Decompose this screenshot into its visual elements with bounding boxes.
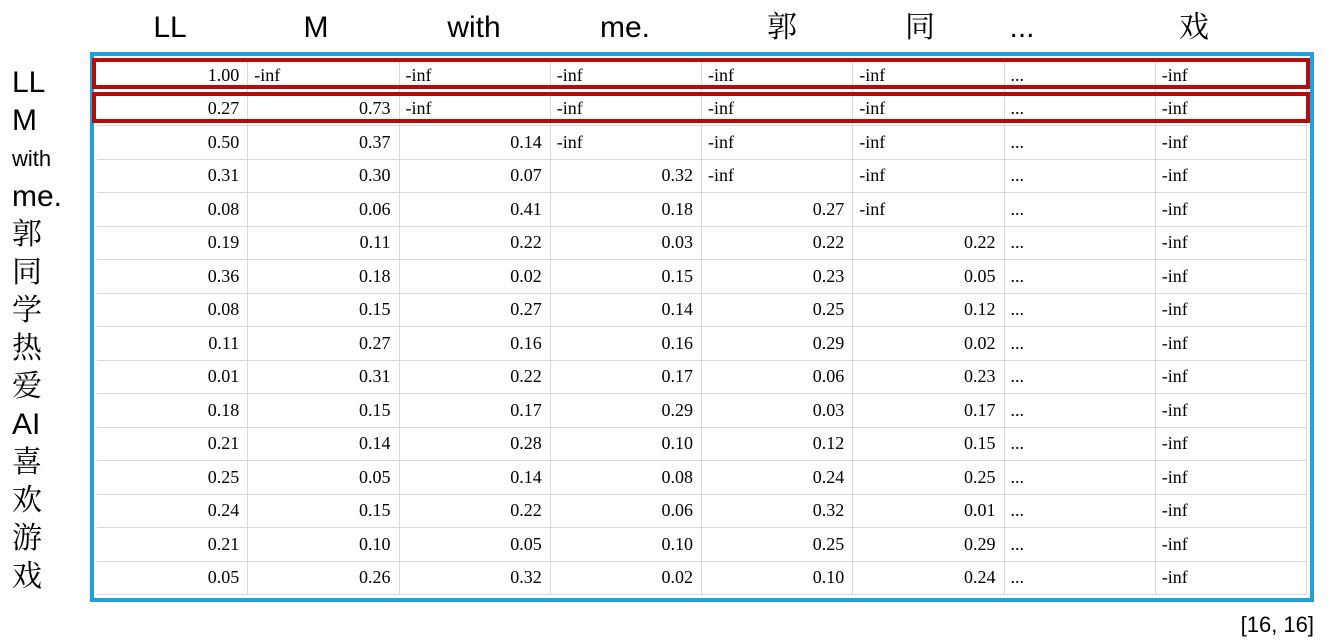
matrix-cell: 0.21: [97, 528, 248, 562]
matrix-cell: -inf: [1156, 428, 1307, 462]
matrix-cell: -inf: [853, 193, 1004, 227]
matrix-shape-label: [16, 16]: [1240, 612, 1314, 637]
matrix-cell: -inf: [1156, 461, 1307, 495]
matrix-cell: -inf: [400, 93, 551, 127]
matrix-cell: 0.08: [97, 294, 248, 328]
column-header: me.: [599, 11, 650, 44]
attention-matrix: [90, 52, 1314, 602]
matrix-cell: 0.17: [853, 394, 1004, 428]
matrix-cell: -inf: [1156, 528, 1307, 562]
matrix-cell: 0.15: [853, 428, 1004, 462]
matrix-cell: 0.26: [248, 562, 399, 596]
matrix-cell: 0.24: [702, 461, 853, 495]
matrix-cell: -inf: [551, 93, 702, 127]
matrix-cell: 0.23: [702, 260, 853, 294]
matrix-cell: 0.25: [702, 294, 853, 328]
matrix-cell: 0.25: [853, 461, 1004, 495]
matrix-cell: 0.22: [702, 227, 853, 261]
row-label: M: [12, 104, 37, 137]
matrix-cell: 0.15: [248, 394, 399, 428]
row-label: 热: [12, 332, 42, 365]
matrix-cell: -inf: [853, 93, 1004, 127]
matrix-cell: ...: [1005, 528, 1156, 562]
column-header: ...: [1009, 11, 1035, 44]
matrix-cell: ...: [1005, 562, 1156, 596]
matrix-cell: ...: [1005, 294, 1156, 328]
matrix-cell: ...: [1005, 227, 1156, 261]
matrix-cell: 0.14: [400, 461, 551, 495]
matrix-cell: -inf: [702, 93, 853, 127]
matrix-cell: 0.01: [97, 361, 248, 395]
matrix-cell: ...: [1005, 361, 1156, 395]
matrix-cell: 0.05: [400, 528, 551, 562]
matrix-cell: -inf: [1156, 394, 1307, 428]
matrix-cell: 0.11: [97, 327, 248, 361]
row-label: 喜: [12, 446, 42, 479]
row-label: with: [12, 146, 52, 171]
row-label: 爱: [12, 370, 42, 403]
matrix-cell: 0.02: [551, 562, 702, 596]
matrix-cell: 0.21: [97, 428, 248, 462]
matrix-cell: ...: [1005, 461, 1156, 495]
matrix-cell: 0.29: [551, 394, 702, 428]
matrix-cell: 0.22: [400, 361, 551, 395]
matrix-cell: 0.14: [400, 126, 551, 160]
matrix-cell: -inf: [702, 126, 853, 160]
matrix-cell: -inf: [1156, 227, 1307, 261]
matrix-cell: ...: [1005, 394, 1156, 428]
matrix-cell: 0.17: [551, 361, 702, 395]
row-label: 郭: [12, 218, 42, 251]
matrix-cell: ...: [1005, 59, 1156, 93]
matrix-cell: 0.05: [853, 260, 1004, 294]
matrix-cell: 0.27: [400, 294, 551, 328]
matrix-cell: -inf: [1156, 160, 1307, 194]
matrix-cell: 0.27: [97, 93, 248, 127]
matrix-cell: 0.36: [97, 260, 248, 294]
matrix-cell: -inf: [1156, 59, 1307, 93]
matrix-cell: 0.01: [853, 495, 1004, 529]
matrix-cell: 0.17: [400, 394, 551, 428]
row-label: 欢: [12, 484, 42, 517]
matrix-cell: -inf: [400, 59, 551, 93]
matrix-cell: 0.05: [248, 461, 399, 495]
row-label: 同: [12, 256, 42, 289]
column-header: 戏: [1179, 11, 1209, 44]
matrix-cell: 0.10: [248, 528, 399, 562]
column-header: M: [303, 11, 329, 44]
matrix-cell: 0.22: [853, 227, 1004, 261]
matrix-cell: 0.15: [248, 294, 399, 328]
matrix-cell: 0.14: [248, 428, 399, 462]
matrix-cell: ...: [1005, 93, 1156, 127]
column-header: with: [447, 11, 501, 44]
matrix-cell: 0.02: [400, 260, 551, 294]
matrix-cell: -inf: [551, 59, 702, 93]
matrix-cell: 0.12: [702, 428, 853, 462]
matrix-cell: 0.19: [97, 227, 248, 261]
matrix-cell: 0.28: [400, 428, 551, 462]
matrix-cell: -inf: [1156, 260, 1307, 294]
column-header: 同: [905, 11, 935, 44]
matrix-cell: 0.37: [248, 126, 399, 160]
matrix-cell: 0.15: [248, 495, 399, 529]
matrix-cell: -inf: [1156, 361, 1307, 395]
matrix-cell: 0.27: [702, 193, 853, 227]
matrix-cell: -inf: [1156, 193, 1307, 227]
column-header: 郭: [767, 11, 797, 44]
matrix-cell: ...: [1005, 193, 1156, 227]
matrix-cell: 0.32: [400, 562, 551, 596]
matrix-cell: 0.31: [248, 361, 399, 395]
matrix-cell: -inf: [1156, 93, 1307, 127]
matrix-cell: 0.18: [248, 260, 399, 294]
matrix-cell: 0.29: [853, 528, 1004, 562]
matrix-cell: ...: [1005, 495, 1156, 529]
matrix-cell: ...: [1005, 126, 1156, 160]
matrix-cell: -inf: [1156, 562, 1307, 596]
row-label: 学: [12, 294, 42, 327]
matrix-cell: 0.06: [702, 361, 853, 395]
matrix-cell: 0.10: [551, 428, 702, 462]
matrix-cell: -inf: [853, 126, 1004, 160]
matrix-cell: -inf: [1156, 294, 1307, 328]
matrix-cell: -inf: [853, 160, 1004, 194]
matrix-cell: 0.24: [97, 495, 248, 529]
matrix-cell: ...: [1005, 428, 1156, 462]
row-label: me.: [12, 180, 63, 213]
matrix-cell: 0.30: [248, 160, 399, 194]
row-label: 游: [12, 522, 42, 555]
matrix-cell: 0.12: [853, 294, 1004, 328]
matrix-cell: 0.50: [97, 126, 248, 160]
matrix-cell: ...: [1005, 160, 1156, 194]
matrix-cell: 1.00: [97, 59, 248, 93]
matrix-cell: 0.32: [551, 160, 702, 194]
matrix-cell: 0.31: [97, 160, 248, 194]
matrix-cell: -inf: [1156, 327, 1307, 361]
matrix-cell: 0.73: [248, 93, 399, 127]
matrix-cell: 0.24: [853, 562, 1004, 596]
row-labels: [12, 64, 72, 596]
matrix-cell: 0.06: [551, 495, 702, 529]
matrix-cell: 0.41: [400, 193, 551, 227]
matrix-cell: -inf: [702, 160, 853, 194]
matrix-cell: 0.14: [551, 294, 702, 328]
matrix-cell: 0.08: [97, 193, 248, 227]
matrix-cell: 0.03: [551, 227, 702, 261]
matrix-cell: 0.07: [400, 160, 551, 194]
matrix-cell: ...: [1005, 260, 1156, 294]
matrix-cell: 0.29: [702, 327, 853, 361]
matrix-cell: 0.11: [248, 227, 399, 261]
matrix-cell: ...: [1005, 327, 1156, 361]
matrix-cell: 0.23: [853, 361, 1004, 395]
matrix-cell: 0.05: [97, 562, 248, 596]
matrix-cell: 0.03: [702, 394, 853, 428]
matrix-cell: -inf: [702, 59, 853, 93]
matrix-cell: 0.25: [702, 528, 853, 562]
row-label: 戏: [12, 560, 42, 593]
row-label: AI: [12, 408, 41, 441]
matrix-cell: 0.32: [702, 495, 853, 529]
matrix-cell: 0.02: [853, 327, 1004, 361]
matrix-grid: [97, 59, 1307, 595]
matrix-cell: -inf: [1156, 495, 1307, 529]
column-header: LL: [153, 11, 187, 44]
matrix-cell: 0.18: [97, 394, 248, 428]
matrix-cell: -inf: [551, 126, 702, 160]
matrix-cell: 0.27: [248, 327, 399, 361]
matrix-cell: 0.16: [400, 327, 551, 361]
matrix-cell: 0.25: [97, 461, 248, 495]
matrix-cell: 0.22: [400, 495, 551, 529]
row-label: LL: [12, 66, 46, 99]
matrix-cell: 0.18: [551, 193, 702, 227]
matrix-cell: 0.10: [702, 562, 853, 596]
matrix-cell: -inf: [1156, 126, 1307, 160]
matrix-cell: -inf: [248, 59, 399, 93]
matrix-cell: 0.16: [551, 327, 702, 361]
matrix-cell: 0.15: [551, 260, 702, 294]
matrix-cell: 0.06: [248, 193, 399, 227]
matrix-cell: 0.08: [551, 461, 702, 495]
matrix-cell: 0.10: [551, 528, 702, 562]
matrix-cell: -inf: [853, 59, 1004, 93]
matrix-cell: 0.22: [400, 227, 551, 261]
